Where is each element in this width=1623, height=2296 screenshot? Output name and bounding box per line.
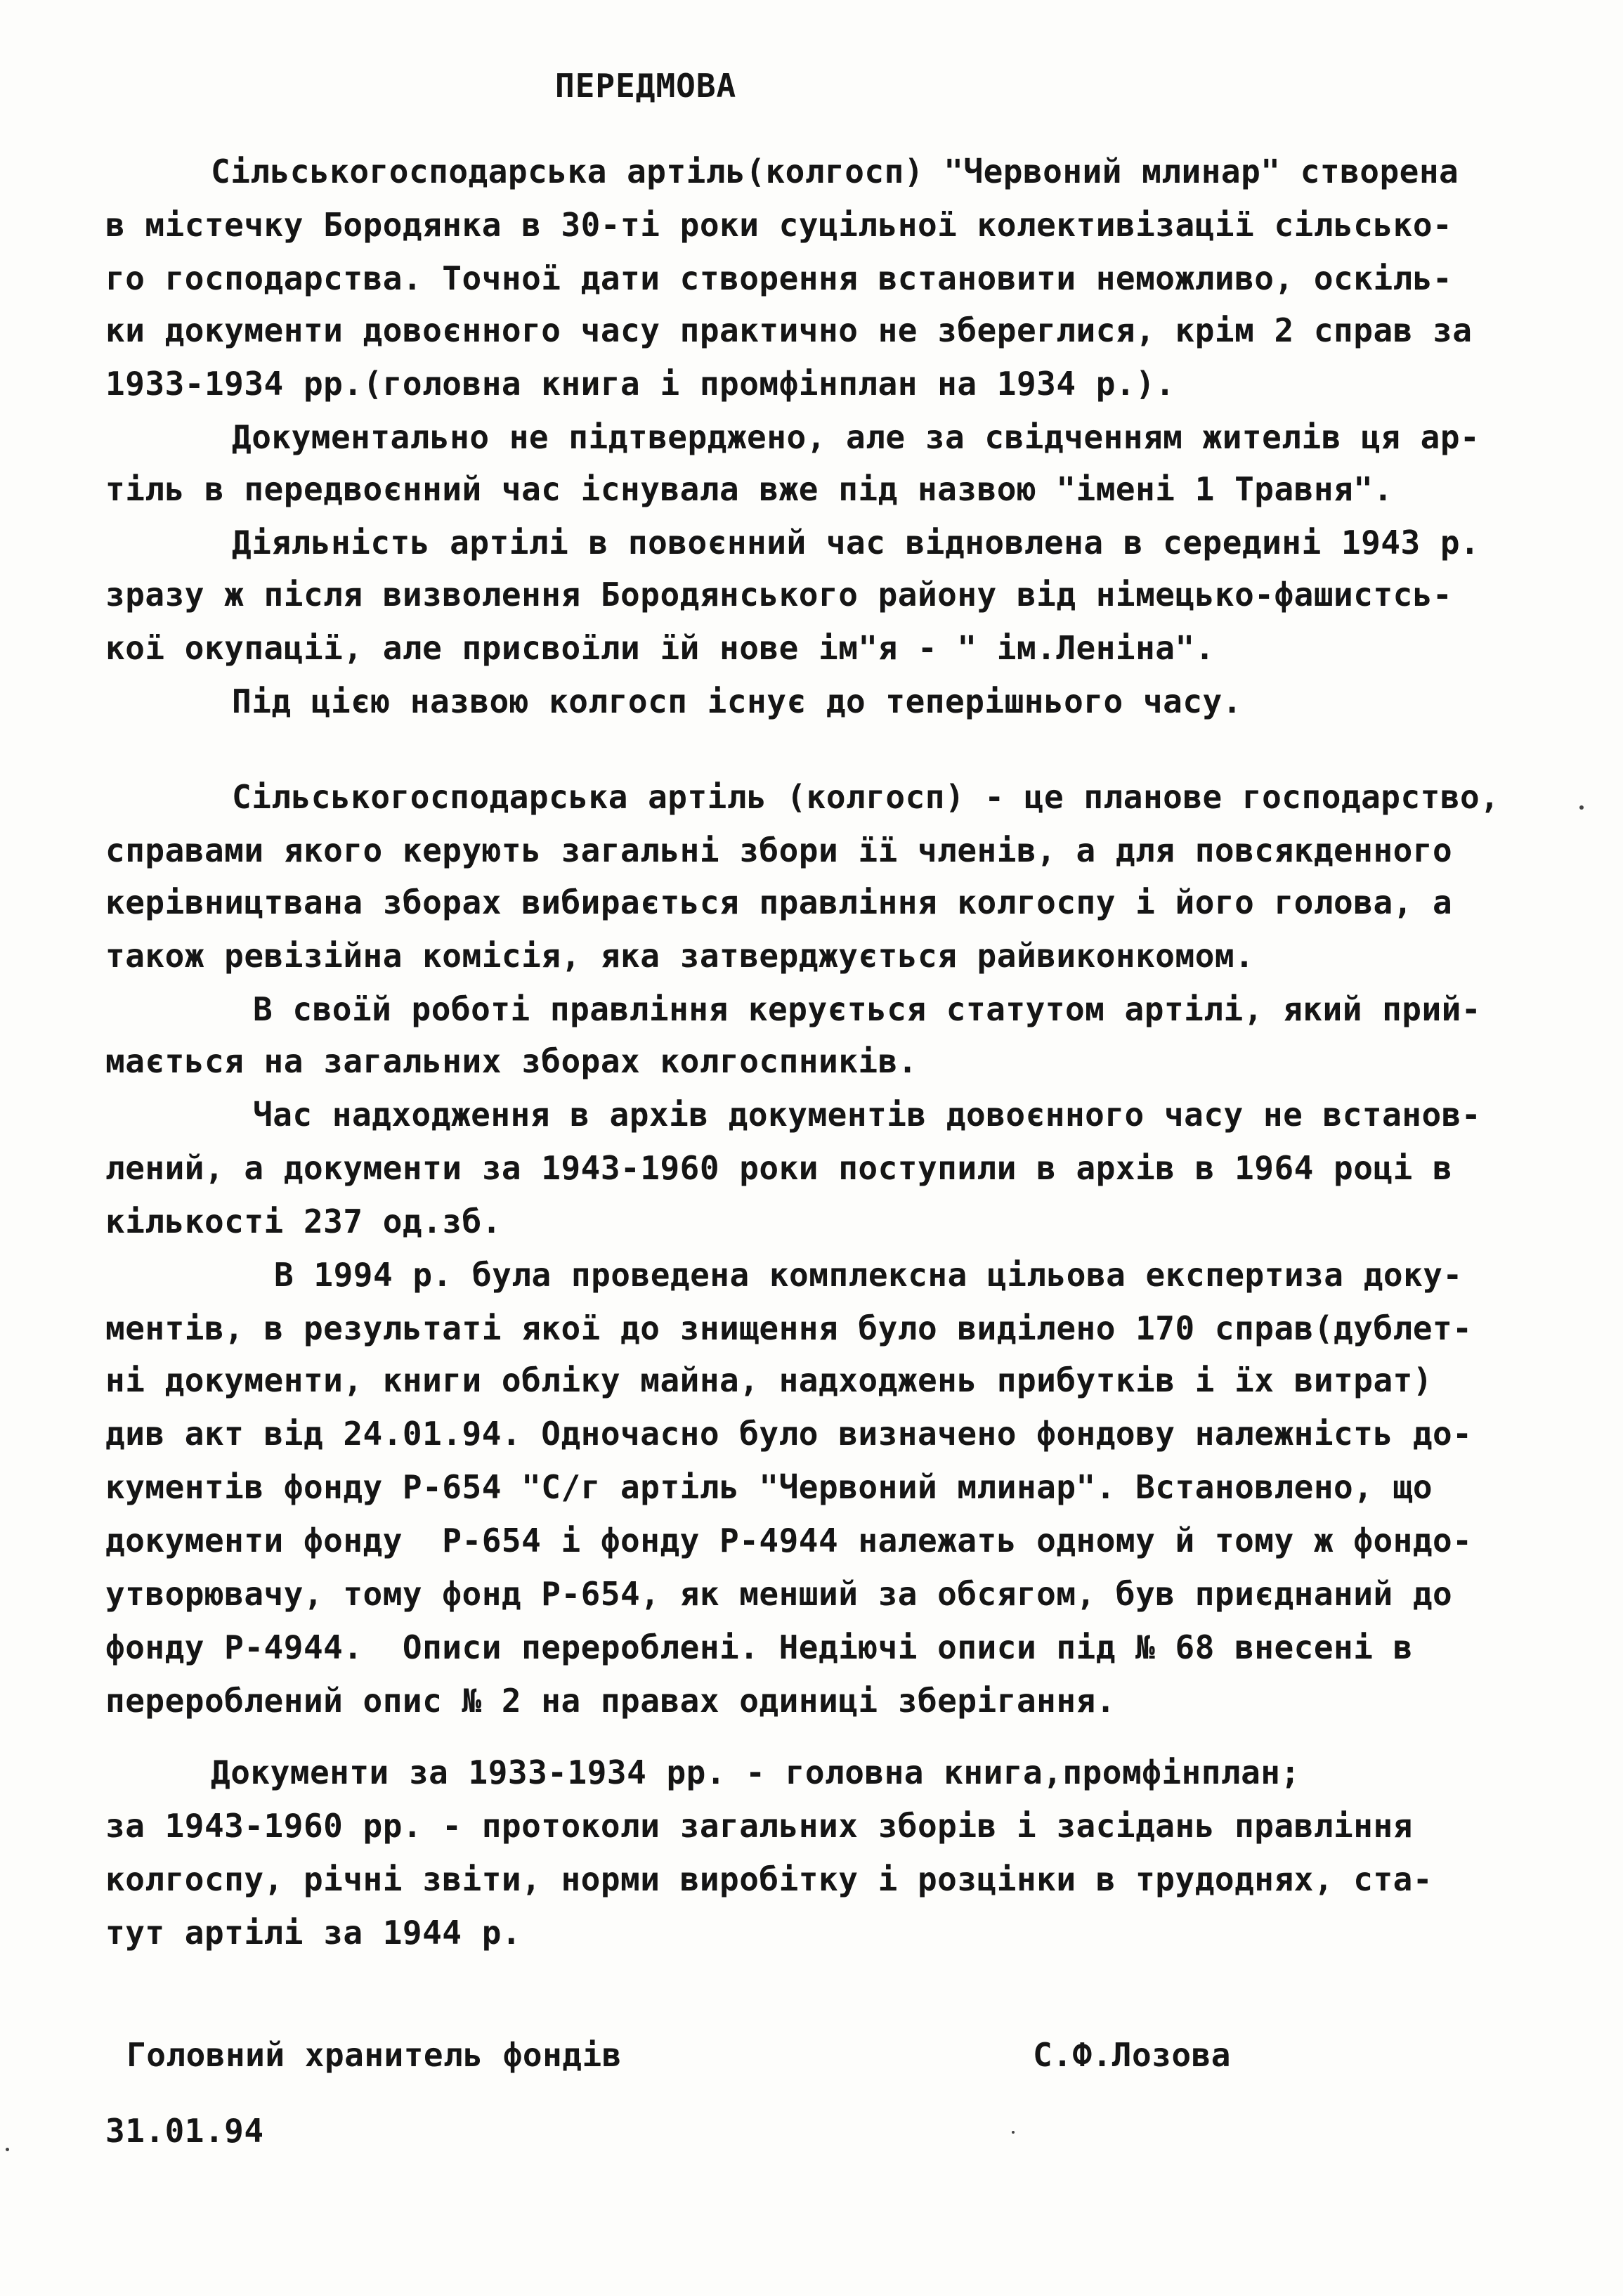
paragraph-line: ки документи довоєнного часу практично не збереглися, крім 2 справ за	[105, 311, 1473, 349]
paragraph-line: лений, а документи за 1943-1960 роки поступили в архів в 1964 році в	[105, 1149, 1453, 1187]
paragraph-line: Документи за 1933-1934 рр. - головна книга,промфінплан;	[211, 1753, 1301, 1791]
signature-name: С.Ф.Лозова	[1033, 2036, 1231, 2074]
paragraph-line: документи фонду Р-654 і фонду Р-4944 належать одному й тому ж фондо-	[105, 1522, 1473, 1559]
paragraph-line: кількості 237 од.зб.	[105, 1202, 502, 1240]
scan-speck	[1012, 2131, 1015, 2134]
paragraph-line: Сільськогосподарська артіль(колгосп) "Червоний млинар" створена	[211, 153, 1459, 190]
document-date: 31.01.94	[105, 2112, 264, 2150]
paragraph-line: тут артілі за 1944 р.	[105, 1914, 522, 1952]
paragraph-line: перероблений опис № 2 на правах одиниці зберігання.	[105, 1682, 1116, 1720]
scan-speck	[1579, 805, 1584, 810]
paragraph-line: В 1994 р. була проведена комплексна цільова експертиза доку-	[274, 1256, 1463, 1294]
paragraph-line: колгоспу, річні звіти, норми виробітку і розцінки в трудоднях, ста-	[105, 1860, 1433, 1898]
paragraph-line: го господарства. Точної дати створення встановити неможливо, оскіль-	[105, 259, 1453, 297]
paragraph-line: Сільськогосподарська артіль (колгосп) - це планове господарство,	[232, 778, 1500, 816]
paragraph-line: керівництвана зборах вибирається правління колгоспу і його голова, а	[105, 883, 1453, 921]
paragraph-line: тіль в передвоєнний час існувала вже під назвою "імені 1 Травня".	[105, 470, 1393, 508]
paragraph-line: в містечку Бородянка в 30-ті роки суцільної колективізації сільсько-	[105, 206, 1453, 244]
paragraph-line: Час надходження в архів документів довоєнного часу не встанов-	[253, 1096, 1482, 1134]
paragraph-line: фонду Р-4944. Описи перероблені. Недіючі описи під № 68 внесені в	[105, 1628, 1413, 1666]
paragraph-line: зразу ж після визволення Бородянського району від німецько-фашистсь-	[105, 576, 1453, 614]
paragraph-line: Діяльність артілі в повоєнний час відновлена в середині 1943 р.	[232, 524, 1480, 562]
paragraph-line: див акт від 24.01.94. Одночасно було визначено фондову належність до-	[105, 1415, 1473, 1453]
paragraph-line: кументів фонду Р-654 "С/г артіль "Червоний млинар". Встановлено, що	[105, 1468, 1433, 1506]
paragraph-line: кої окупації, але присвоїли їй нове ім"я - " ім.Леніна".	[105, 629, 1215, 667]
scan-speck	[6, 2148, 9, 2151]
paragraph-line: справами якого керують загальні збори її членів, а для повсякденного	[105, 831, 1453, 869]
paragraph-line: 1933-1934 рр.(головна книга і промфінплан на 1934 р.).	[105, 365, 1175, 403]
paragraph-line: ні документи, книги обліку майна, надходжень прибутків і їх витрат)	[105, 1361, 1433, 1399]
paragraph-line: ментів, в результаті якої до знищення було виділено 170 справ(дублет-	[105, 1309, 1473, 1347]
paragraph-line: за 1943-1960 рр. - протоколи загальних зборів і засідань правління	[105, 1807, 1413, 1845]
signature-position: Головний хранитель фондів	[126, 2036, 622, 2074]
paragraph-line: утворювачу, тому фонд Р-654, як менший за обсягом, був приєднаний до	[105, 1575, 1453, 1613]
paragraph-line: Документально не підтверджено, але за свідченням жителів ця ар-	[232, 418, 1480, 456]
paragraph-line: В своїй роботі правління керується статутом артілі, який прий-	[253, 990, 1482, 1028]
page-title: ПЕРЕДМОВА	[555, 67, 737, 105]
paragraph-line: також ревізійна комісія, яка затверджується райвиконкомом.	[105, 937, 1255, 975]
paragraph-line: Під цією назвою колгосп існує до теперішнього часу.	[232, 682, 1242, 720]
paragraph-line: мається на загальних зборах колгоспників.	[105, 1042, 918, 1080]
